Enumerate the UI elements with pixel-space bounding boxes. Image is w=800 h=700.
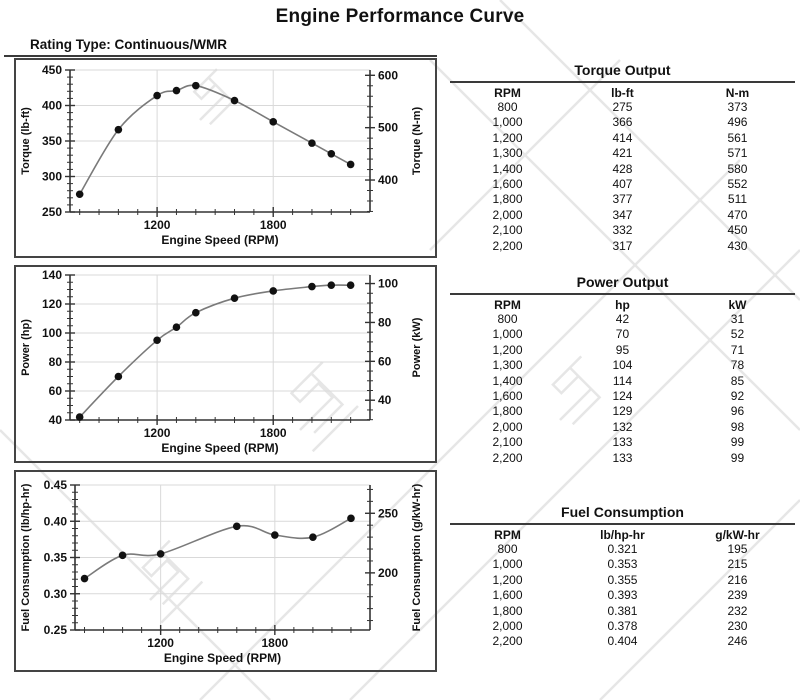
chart-text: 400 <box>41 98 62 113</box>
data-point-marker <box>233 523 241 531</box>
chart-text: 40 <box>378 393 392 408</box>
data-point-marker <box>173 87 181 95</box>
chart-text: 0.30 <box>43 586 67 601</box>
table-cell: 232 <box>727 603 748 618</box>
chart-text: Fuel Consumption (lb/hp-hr) <box>20 483 32 632</box>
table-row <box>450 573 795 588</box>
table-cell: 1,300 <box>492 358 523 373</box>
table-cell: 0.381 <box>607 603 638 618</box>
chart-text: 80 <box>378 315 392 330</box>
data-point-marker <box>308 283 316 291</box>
table-row <box>450 115 795 130</box>
table-header-cell: g/kW-hr <box>715 528 760 542</box>
data-point-marker <box>153 92 161 100</box>
table-row <box>450 557 795 572</box>
table-cell: 2,000 <box>492 419 523 434</box>
table-row <box>450 374 795 389</box>
table-cell: 450 <box>727 223 748 238</box>
table-cell: 230 <box>727 618 748 633</box>
table-row <box>450 223 795 238</box>
table-row <box>450 619 795 634</box>
chart-text: Power (kW) <box>411 317 423 378</box>
table-header-cell: kW <box>728 298 747 312</box>
table-cell: 0.404 <box>607 634 638 649</box>
table-header-row <box>450 528 795 542</box>
table-row <box>450 451 795 466</box>
table-row <box>450 192 795 207</box>
table-cell: 42 <box>615 312 630 326</box>
table-cell: 800 <box>497 542 518 556</box>
chart-text: 140 <box>41 268 62 282</box>
table-cell: 1,600 <box>492 388 523 403</box>
chart-text: 0.25 <box>43 623 67 637</box>
table-cell: 1,200 <box>492 130 523 145</box>
table-cell: 0.378 <box>607 618 638 633</box>
chart-text: Torque (N-m) <box>411 106 423 176</box>
chart-text: 0.35 <box>43 550 67 565</box>
table-cell: 0.393 <box>607 588 638 603</box>
power-table <box>450 274 795 466</box>
table-cell: 2,100 <box>492 435 523 450</box>
table-cell: 133 <box>612 435 633 450</box>
table-cell: 1,300 <box>492 146 523 161</box>
data-point-marker <box>192 82 200 90</box>
data-point-marker <box>327 150 335 158</box>
table-cell: 1,600 <box>492 588 523 603</box>
table-row <box>450 435 795 450</box>
table-cell: 99 <box>730 435 745 450</box>
table-cell: 561 <box>727 130 748 145</box>
data-point-marker <box>231 294 239 302</box>
table-header-row <box>450 86 795 100</box>
table-cell: 1,000 <box>492 115 523 130</box>
chart-text: 40 <box>48 413 62 427</box>
table-row <box>450 177 795 192</box>
data-point-marker <box>269 287 277 295</box>
chart-text: Engine Speed (RPM) <box>163 651 282 665</box>
data-point-marker <box>269 118 277 126</box>
chart-text: 80 <box>48 355 62 369</box>
table-cell: 132 <box>612 419 633 434</box>
table-row <box>450 162 795 177</box>
data-point-marker <box>81 575 89 583</box>
chart-text: 350 <box>41 134 62 148</box>
table-title: Fuel Consumption <box>450 504 795 525</box>
table-cell: 2,000 <box>492 207 523 222</box>
data-point-marker <box>308 139 316 147</box>
fuel-consumption-chart <box>14 470 437 672</box>
table-row <box>450 588 795 603</box>
chart-text: 0.40 <box>43 514 67 529</box>
table-body <box>450 312 795 466</box>
table-cell: 347 <box>612 207 633 222</box>
table-cell: 85 <box>730 373 745 388</box>
table-cell: 317 <box>612 238 633 253</box>
table-cell: 216 <box>727 572 748 587</box>
table-cell: 71 <box>730 342 745 357</box>
table-cell: 70 <box>615 327 630 342</box>
table-cell: 95 <box>615 342 630 357</box>
table-row <box>450 389 795 404</box>
table-cell: 0.355 <box>607 572 638 587</box>
table-cell: 414 <box>612 130 633 145</box>
table-cell: 1,400 <box>492 373 523 388</box>
table-header-cell: hp <box>615 298 630 312</box>
table-cell: 421 <box>612 146 633 161</box>
table-header-cell: lb/hp-hr <box>600 528 645 542</box>
table-cell: 78 <box>730 358 745 373</box>
table-cell: 580 <box>727 161 748 176</box>
power-chart <box>14 265 437 463</box>
chart-text: 400 <box>378 173 399 188</box>
chart-text: Fuel Consumption (g/kW-hr) <box>411 483 423 632</box>
fuel-consumption-curve-svg <box>16 472 435 670</box>
table-header-cell: RPM <box>494 298 521 312</box>
data-point-marker <box>119 552 127 560</box>
table-cell: 571 <box>727 146 748 161</box>
table-row <box>450 131 795 146</box>
table-cell: 275 <box>612 100 633 114</box>
table-row <box>450 634 795 649</box>
chart-text: Engine Speed (RPM) <box>161 441 279 455</box>
chart-text: 100 <box>378 276 399 291</box>
torque-curve-svg <box>16 60 435 256</box>
chart-text: 1200 <box>143 218 171 232</box>
rating-underline <box>4 55 437 57</box>
table-cell: 800 <box>497 312 518 326</box>
torque-table <box>450 62 795 254</box>
data-point-marker <box>231 97 239 105</box>
chart-text: 100 <box>41 326 62 340</box>
table-row <box>450 604 795 619</box>
table-cell: 1,800 <box>492 192 523 207</box>
table-row <box>450 100 795 115</box>
table-row <box>450 327 795 342</box>
table-row <box>450 542 795 557</box>
data-point-marker <box>327 281 335 289</box>
chart-text: 1800 <box>261 636 289 650</box>
table-cell: 428 <box>612 161 633 176</box>
fuel-consumption-curve <box>85 518 351 578</box>
table-cell: 366 <box>612 115 633 130</box>
table-cell: 800 <box>497 100 518 114</box>
chart-text: 300 <box>41 169 62 184</box>
data-point-marker <box>153 336 161 344</box>
data-point-marker <box>347 281 355 289</box>
table-cell: 552 <box>727 176 748 191</box>
chart-text: 500 <box>378 120 399 135</box>
table-cell: 496 <box>727 115 748 130</box>
table-cell: 2,100 <box>492 223 523 238</box>
table-cell: 373 <box>727 100 748 114</box>
table-cell: 1,600 <box>492 176 523 191</box>
table-cell: 377 <box>612 192 633 207</box>
chart-text: 1800 <box>259 218 287 232</box>
table-cell: 1,800 <box>492 404 523 419</box>
power-curve-svg <box>16 267 435 461</box>
data-point-marker <box>76 413 84 421</box>
torque-chart <box>14 58 437 258</box>
table-cell: 98 <box>730 419 745 434</box>
table-row <box>450 404 795 419</box>
chart-text: 450 <box>41 63 62 77</box>
chart-text: 200 <box>378 565 399 580</box>
table-cell: 1,200 <box>492 572 523 587</box>
data-point-marker <box>173 323 181 331</box>
table-header-cell: N-m <box>725 86 750 100</box>
data-point-marker <box>309 533 317 541</box>
table-cell: 133 <box>612 450 633 465</box>
table-cell: 0.321 <box>607 542 638 556</box>
table-body <box>450 542 795 650</box>
table-row <box>450 208 795 223</box>
chart-text: 1800 <box>259 426 287 440</box>
torque-curve <box>80 85 351 194</box>
data-point-marker <box>157 550 165 558</box>
table-cell: 332 <box>612 223 633 238</box>
table-cell: 129 <box>612 404 633 419</box>
table-cell: 1,000 <box>492 557 523 572</box>
chart-text: 600 <box>378 68 399 83</box>
chart-text: 120 <box>41 297 62 311</box>
table-cell: 124 <box>612 388 633 403</box>
table-cell: 2,200 <box>492 634 523 649</box>
rating-type-label: Rating Type: Continuous/WMR <box>30 37 227 52</box>
data-point-marker <box>347 161 355 169</box>
chart-text: 1200 <box>147 636 174 650</box>
table-cell: 99 <box>730 450 745 465</box>
table-cell: 92 <box>730 388 745 403</box>
table-cell: 1,400 <box>492 161 523 176</box>
table-cell: 2,000 <box>492 618 523 633</box>
table-title: Power Output <box>450 274 795 295</box>
data-point-marker <box>271 531 279 539</box>
data-point-marker <box>115 126 123 134</box>
table-cell: 31 <box>730 312 745 326</box>
data-point-marker <box>76 190 84 198</box>
table-row <box>450 420 795 435</box>
table-cell: 195 <box>727 542 748 556</box>
table-cell: 407 <box>612 176 633 191</box>
chart-text: Torque (lb-ft) <box>20 107 32 175</box>
chart-text: 0.45 <box>43 478 67 492</box>
table-cell: 239 <box>727 588 748 603</box>
chart-text: 1200 <box>143 426 171 440</box>
chart-text: Engine Speed (RPM) <box>161 233 279 247</box>
table-row <box>450 358 795 373</box>
table-cell: 114 <box>612 373 633 388</box>
table-cell: 511 <box>727 192 748 207</box>
table-header-row <box>450 298 795 312</box>
chart-text: 250 <box>41 205 62 219</box>
table-row <box>450 343 795 358</box>
table-title: Torque Output <box>450 62 795 83</box>
table-cell: 104 <box>612 358 633 373</box>
data-point-marker <box>192 309 200 317</box>
table-row <box>450 146 795 161</box>
page-title: Engine Performance Curve <box>275 6 525 27</box>
data-point-marker <box>115 373 123 381</box>
table-cell: 52 <box>730 327 745 342</box>
table-cell: 246 <box>727 634 748 649</box>
table-cell: 1,000 <box>492 327 523 342</box>
table-header-cell: RPM <box>494 86 521 100</box>
table-cell: 470 <box>727 207 748 222</box>
chart-text: Power (hp) <box>20 319 32 376</box>
chart-text: 60 <box>378 354 392 369</box>
chart-text: 250 <box>378 506 399 521</box>
table-cell: 1,200 <box>492 342 523 357</box>
table-cell: 1,800 <box>492 603 523 618</box>
table-row <box>450 239 795 254</box>
table-body <box>450 100 795 254</box>
table-cell: 430 <box>727 238 748 253</box>
table-cell: 2,200 <box>492 238 523 253</box>
table-header-cell: lb-ft <box>611 86 634 100</box>
chart-text: 60 <box>48 384 62 398</box>
table-cell: 96 <box>730 404 745 419</box>
table-cell: 0.353 <box>607 557 638 572</box>
power-curve <box>80 285 351 417</box>
table-cell: 215 <box>727 557 748 572</box>
table-header-cell: RPM <box>494 528 521 542</box>
data-point-marker <box>347 515 355 523</box>
fuel-consumption-table <box>450 504 795 650</box>
table-cell: 2,200 <box>492 450 523 465</box>
table-row <box>450 312 795 327</box>
